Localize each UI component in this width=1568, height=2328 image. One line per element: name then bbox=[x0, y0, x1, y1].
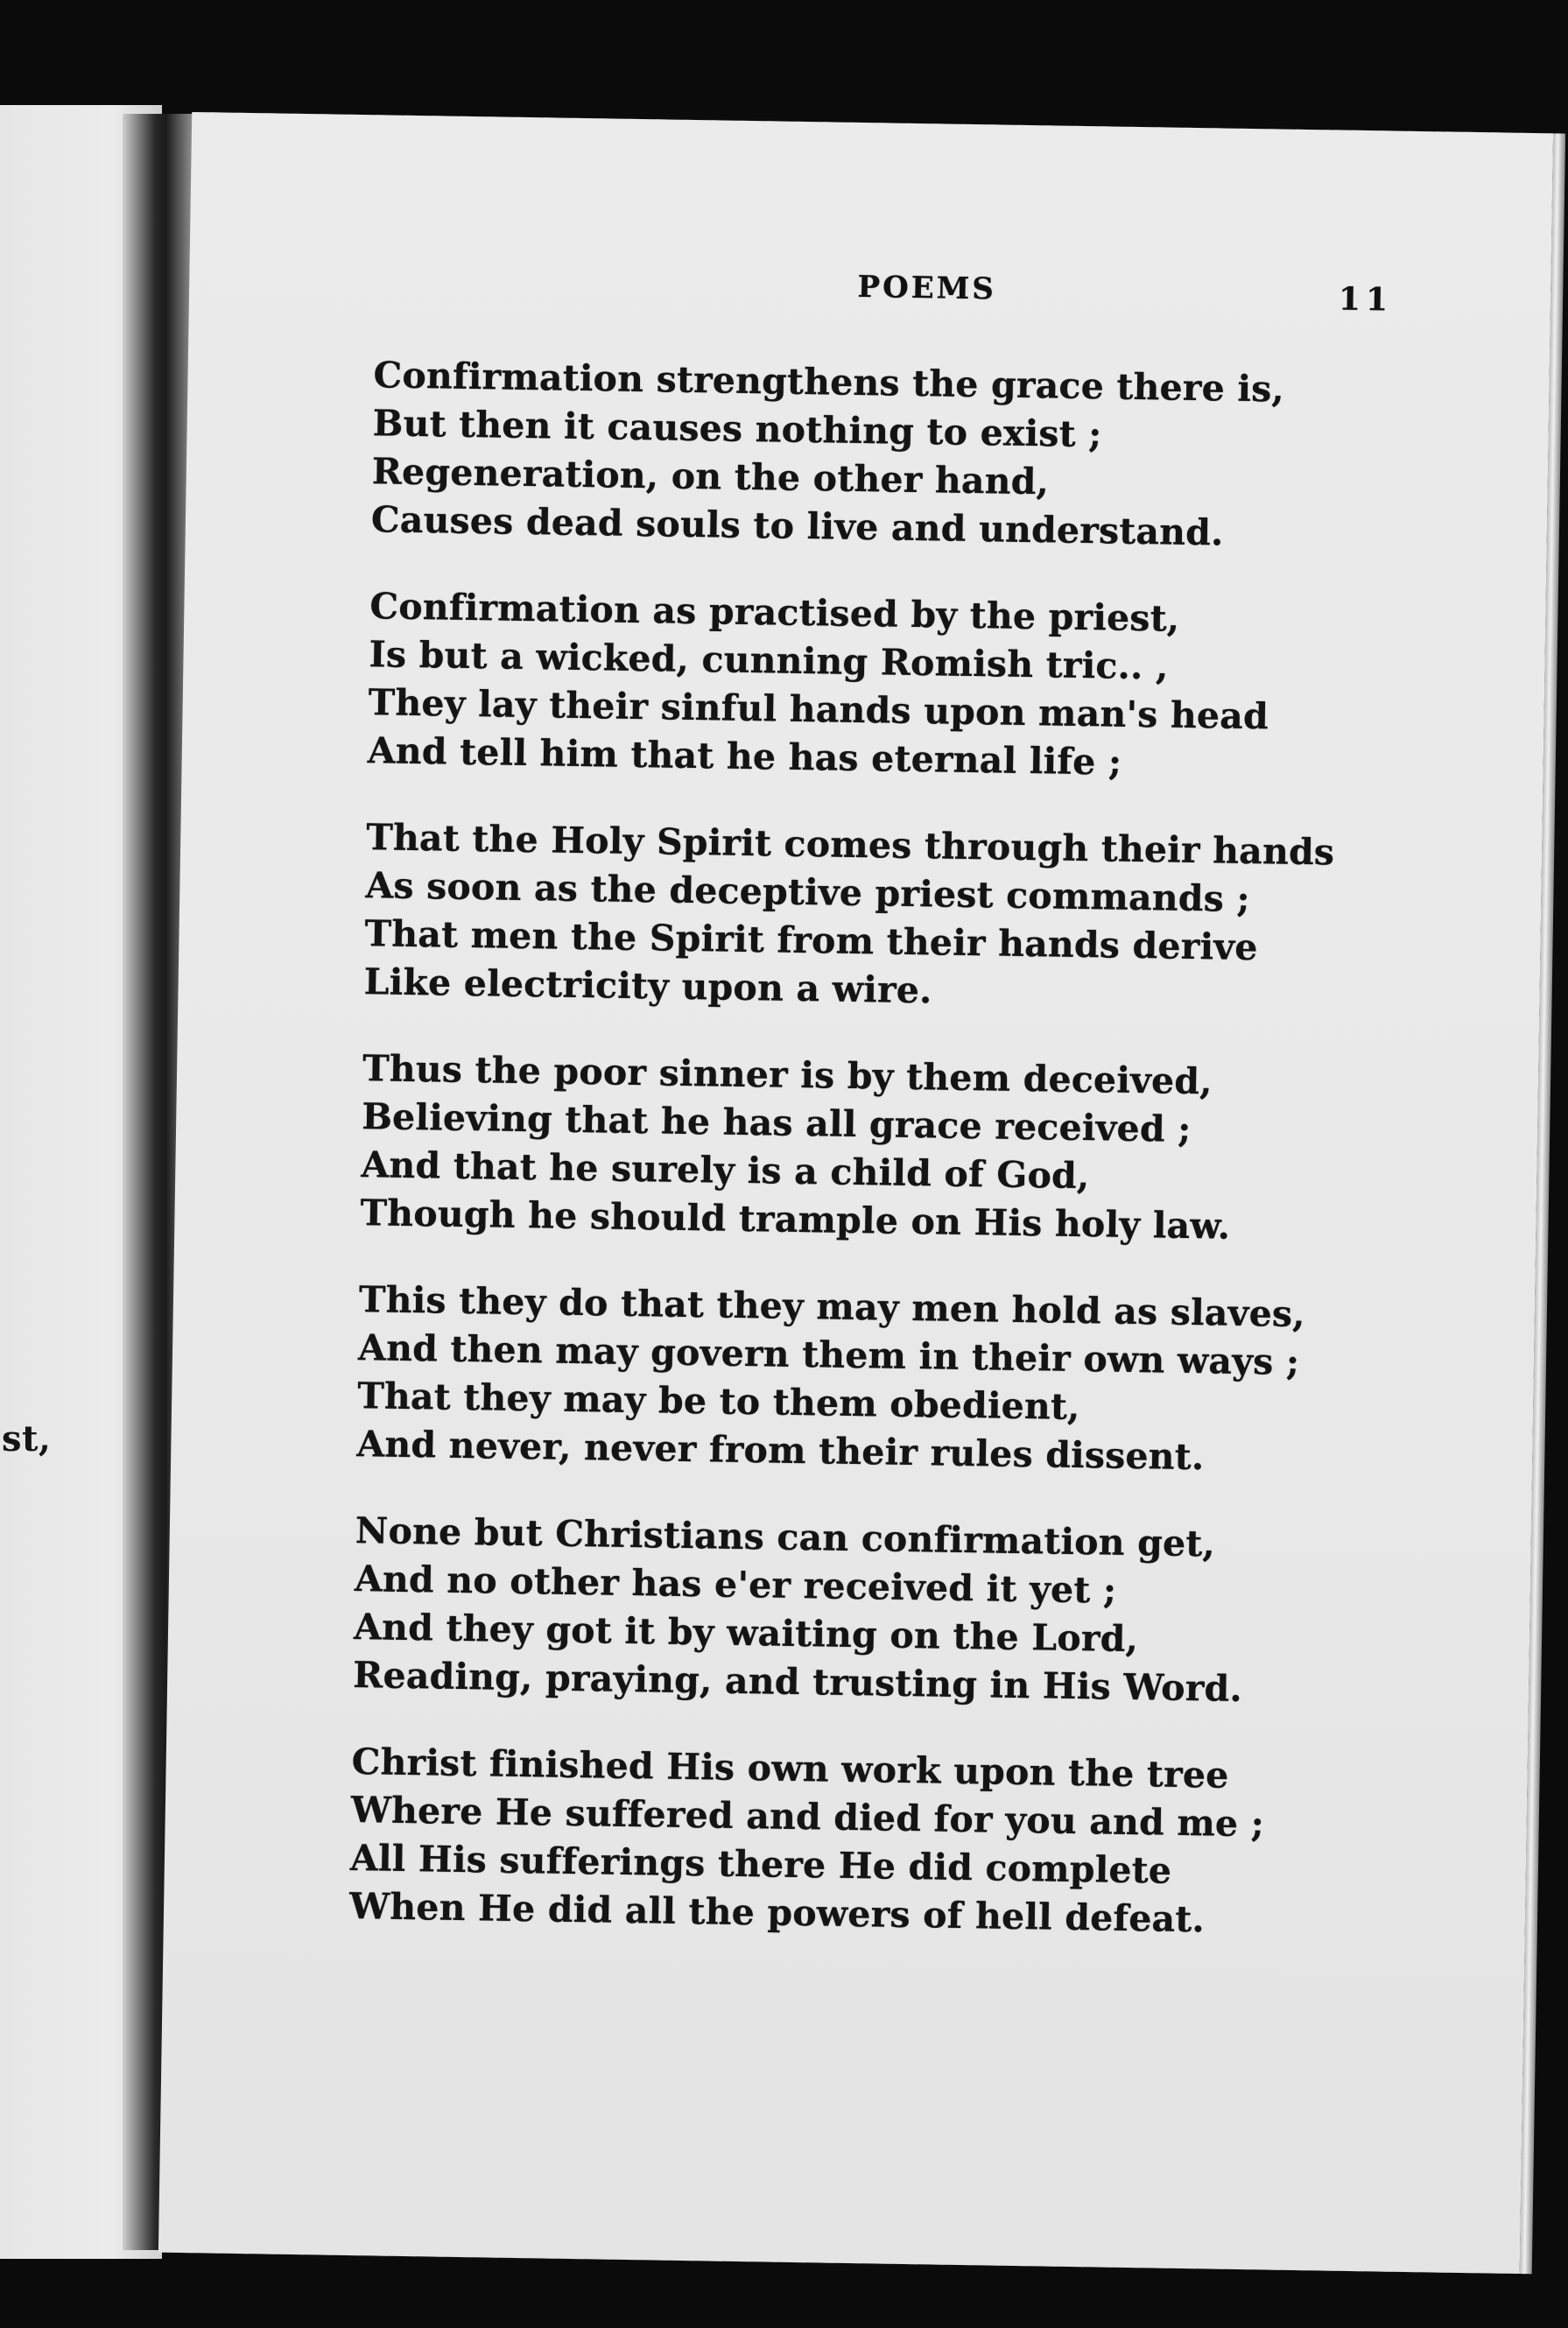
stanza bbox=[356, 1276, 1410, 1485]
poem-line: Causes dead souls to live and understand. bbox=[370, 498, 1224, 554]
poem-line: And they got it by waiting on the Lord, bbox=[353, 1606, 1139, 1661]
poem-line: Where He suffered and died for you and me ; bbox=[350, 1789, 1265, 1846]
poem-body bbox=[348, 351, 1424, 1986]
poem-line: This they do that they may men hold as slaves, bbox=[358, 1278, 1306, 1336]
poem-line: That men the Spirit from their hands derive bbox=[364, 912, 1259, 969]
stanza bbox=[371, 351, 1424, 560]
poem-line: Christ finished His own work upon the tree bbox=[351, 1741, 1229, 1797]
stanza bbox=[353, 1507, 1406, 1716]
poem-line: Is but a wicked, cunning Romish tric.. , bbox=[369, 633, 1169, 688]
poem-line: All His sufferings there He did complete bbox=[349, 1837, 1172, 1892]
poem-line: That they may be to them obedient, bbox=[356, 1375, 1080, 1429]
previous-page-text-fragment: st, bbox=[2, 1418, 52, 1459]
running-head-title: POEMS bbox=[857, 269, 997, 307]
page-number: 11 bbox=[1338, 280, 1394, 319]
poem-line: As soon as the deceptive priest commands ; bbox=[365, 864, 1251, 921]
poem-line: Reading, praying, and trusting in His Word. bbox=[352, 1654, 1243, 1711]
poem-line: And no other has e'er received it yet ; bbox=[354, 1558, 1117, 1612]
poem-line: Like electricity upon a wire. bbox=[363, 960, 932, 1012]
stanza bbox=[360, 1044, 1413, 1254]
poem-line: None but Christians can confirmation get, bbox=[355, 1509, 1216, 1565]
poem-line: Confirmation as practised by the priest, bbox=[369, 585, 1180, 640]
poem-line: And that he surely is a child of God, bbox=[361, 1143, 1090, 1198]
stanza bbox=[349, 1738, 1403, 1947]
poem-line: Regeneration, on the other hand, bbox=[371, 450, 1050, 503]
book-page bbox=[158, 112, 1553, 2274]
poem-line: Confirmation strengthens the grace there is, bbox=[373, 354, 1285, 411]
poem-line: And never, never from their rules dissent. bbox=[356, 1423, 1205, 1479]
page-edge bbox=[1520, 133, 1565, 2274]
poem-line: Though he should trample on His holy law. bbox=[360, 1192, 1231, 1248]
stanza bbox=[363, 813, 1417, 1023]
poem-line: Thus the poor sinner is by them deceived, bbox=[362, 1047, 1213, 1103]
poem-line: Believing that he has all grace received ; bbox=[361, 1095, 1192, 1151]
poem-line: When He did all the powers of hell defeat. bbox=[348, 1885, 1206, 1941]
poem-line: That the Holy Spirit comes through their hands bbox=[365, 816, 1335, 874]
poem-line: But then it causes nothing to exist ; bbox=[372, 402, 1102, 456]
poem-line: And tell him that he has eternal life ; bbox=[367, 729, 1122, 784]
poem-line: They lay their sinful hands upon man's head bbox=[368, 681, 1269, 738]
poem-line: And then may govern them in their own ways ; bbox=[357, 1326, 1300, 1383]
stanza bbox=[367, 582, 1420, 791]
